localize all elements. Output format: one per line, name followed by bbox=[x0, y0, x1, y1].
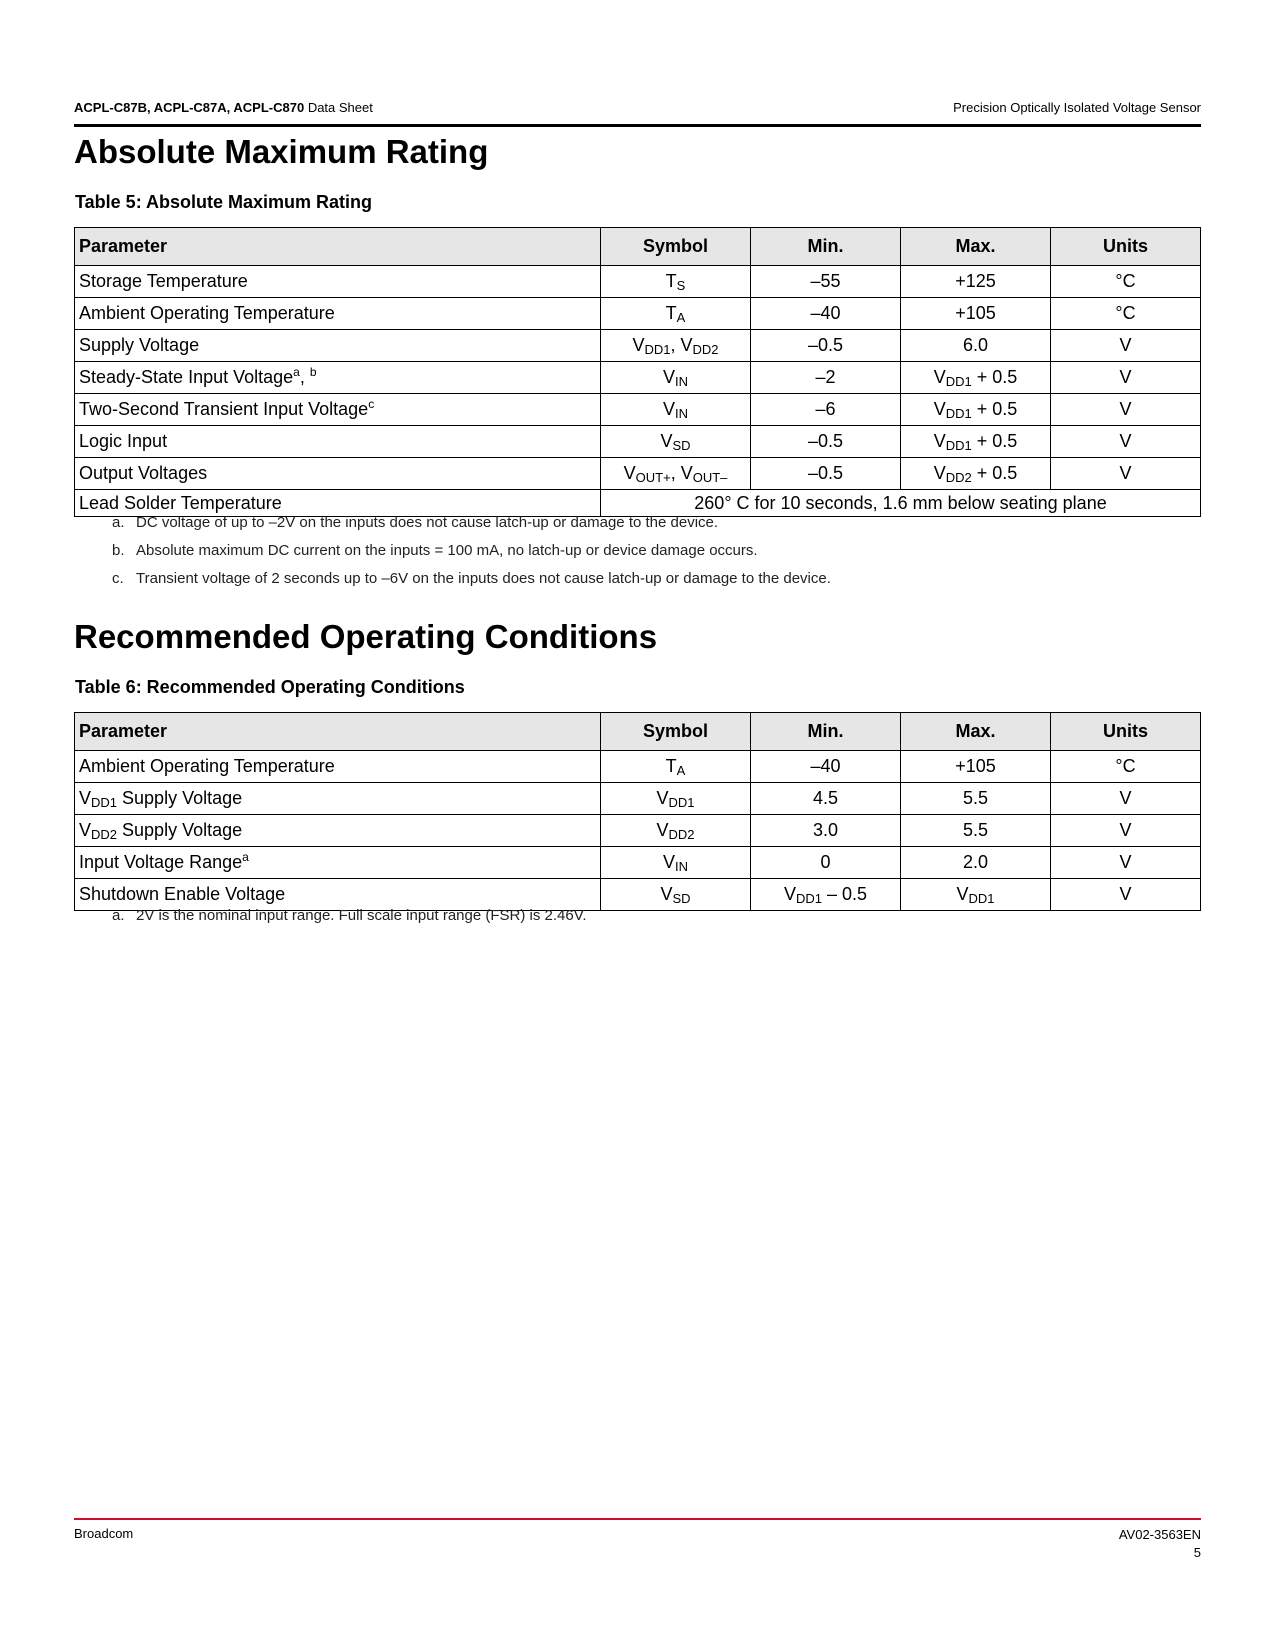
param-cell: Storage Temperature bbox=[75, 266, 601, 298]
col-header-min: Min. bbox=[751, 228, 901, 266]
table-row bbox=[75, 298, 1201, 330]
symbol-cell: $T_S$ bbox=[601, 266, 751, 298]
col-header-parameter: Parameter bbox=[75, 228, 601, 266]
symbol-cell: $V_{IN}$ bbox=[601, 362, 751, 394]
table-row bbox=[75, 490, 1201, 517]
section-title-recommended: Recommended Operating Conditions bbox=[74, 618, 658, 655]
param-cell: Two-Second Transient Input Voltage$^c$ bbox=[75, 394, 601, 426]
table-row bbox=[75, 362, 1201, 394]
max-cell: $V_{DD1} + 0.5$ bbox=[901, 426, 1051, 458]
units-cell: V bbox=[1051, 879, 1201, 911]
table-row bbox=[75, 815, 1201, 847]
header-product: Precision Optically Isolated Voltage Sensor bbox=[953, 100, 1201, 115]
header-part-numbers: ACPL-C87B, ACPL-C87A, ACPL-C870 bbox=[74, 100, 305, 115]
param-cell: $V_{DD1}$ Supply Voltage bbox=[75, 783, 601, 815]
units-cell: V bbox=[1051, 362, 1201, 394]
units-cell: V bbox=[1051, 330, 1201, 362]
col-header-max: Max. bbox=[901, 713, 1051, 751]
symbol-cell: $V_{IN}$ bbox=[601, 394, 751, 426]
col-header-parameter: Parameter bbox=[75, 713, 601, 751]
min-cell: 4.5 bbox=[751, 783, 901, 815]
param-cell: Logic Input bbox=[75, 426, 601, 458]
footnote: c. Transient voltage of 2 seconds up to –6V on the inputs does not cause latch-up or damage to the device. bbox=[112, 570, 831, 587]
min-cell: $V_{DD1} - 0.5$ bbox=[751, 879, 901, 911]
footnotes-table-5 bbox=[112, 514, 831, 598]
min-cell: –0.5 bbox=[751, 426, 901, 458]
min-cell: –40 bbox=[751, 751, 901, 783]
footnote-ref: a bbox=[242, 850, 249, 864]
table-row bbox=[75, 847, 1201, 879]
col-header-symbol: Symbol bbox=[601, 228, 751, 266]
table-caption-5: Table 5: Absolute Maximum Rating bbox=[75, 192, 373, 212]
footnote-ref: b bbox=[309, 365, 317, 379]
symbol-cell: $V_{DD1}$, $V_{DD2}$ bbox=[601, 330, 751, 362]
param-cell: Ambient Operating Temperature bbox=[75, 751, 601, 783]
table-caption-6: Table 6: Recommended Operating Conditions bbox=[75, 677, 465, 697]
footnote-ref: c bbox=[368, 397, 375, 411]
table-row bbox=[75, 751, 1201, 783]
units-cell: V bbox=[1051, 847, 1201, 879]
max-cell: $V_{DD1}$ bbox=[901, 879, 1051, 911]
max-cell: $V_{DD2} + 0.5$ bbox=[901, 458, 1051, 490]
param-cell: Steady-State Input Voltage$^a$, $^b$ bbox=[75, 362, 601, 394]
table-row bbox=[75, 266, 1201, 298]
header-left bbox=[74, 100, 373, 115]
footer-company: Broadcom bbox=[74, 1526, 134, 1541]
section-title-absolute-max: Absolute Maximum Rating bbox=[74, 133, 489, 170]
table-row bbox=[75, 879, 1201, 911]
footer-right bbox=[1119, 1526, 1201, 1562]
table-row bbox=[75, 426, 1201, 458]
param-cell: Supply Voltage bbox=[75, 330, 601, 362]
footnotes-table-6 bbox=[112, 907, 587, 935]
symbol-cell: $T_A$ bbox=[601, 298, 751, 330]
spanned-value-cell: 260° C for 10 seconds, 1.6 mm below seating plane bbox=[601, 490, 1201, 517]
table-header-row bbox=[75, 713, 1201, 751]
table-row bbox=[75, 394, 1201, 426]
col-header-units: Units bbox=[1051, 228, 1201, 266]
page bbox=[74, 0, 1201, 1650]
min-cell: –2 bbox=[751, 362, 901, 394]
absolute-max-table bbox=[74, 227, 1201, 517]
col-header-symbol: Symbol bbox=[601, 713, 751, 751]
param-cell: Ambient Operating Temperature bbox=[75, 298, 601, 330]
units-cell: °C bbox=[1051, 298, 1201, 330]
footer-page-number: 5 bbox=[1193, 1545, 1201, 1560]
min-cell: 3.0 bbox=[751, 815, 901, 847]
header-rule bbox=[74, 124, 1201, 127]
param-cell: Shutdown Enable Voltage bbox=[75, 879, 601, 911]
header-doc-type: Data Sheet bbox=[307, 100, 373, 115]
min-cell: –0.5 bbox=[751, 458, 901, 490]
max-cell: 5.5 bbox=[901, 783, 1051, 815]
max-cell: 5.5 bbox=[901, 815, 1051, 847]
col-header-units: Units bbox=[1051, 713, 1201, 751]
param-cell: Lead Solder Temperature bbox=[75, 490, 601, 517]
running-header bbox=[74, 100, 1201, 122]
table-row bbox=[75, 458, 1201, 490]
min-cell: 0 bbox=[751, 847, 901, 879]
symbol-cell: $V_{IN}$ bbox=[601, 847, 751, 879]
symbol-cell: $V_{SD}$ bbox=[601, 879, 751, 911]
max-cell: 6.0 bbox=[901, 330, 1051, 362]
recommended-conditions-table bbox=[74, 712, 1201, 911]
max-cell: +125 bbox=[901, 266, 1051, 298]
min-cell: –55 bbox=[751, 266, 901, 298]
units-cell: V bbox=[1051, 394, 1201, 426]
col-header-max: Max. bbox=[901, 228, 1051, 266]
max-cell: +105 bbox=[901, 298, 1051, 330]
table-row bbox=[75, 330, 1201, 362]
footnote-ref: a bbox=[293, 365, 300, 379]
units-cell: V bbox=[1051, 426, 1201, 458]
min-cell: –6 bbox=[751, 394, 901, 426]
units-cell: V bbox=[1051, 458, 1201, 490]
units-cell: °C bbox=[1051, 751, 1201, 783]
min-cell: –40 bbox=[751, 298, 901, 330]
col-header-min: Min. bbox=[751, 713, 901, 751]
symbol-cell: $V_{DD2}$ bbox=[601, 815, 751, 847]
footnote: a. DC voltage of up to –2V on the inputs does not cause latch-up or damage to the device. bbox=[112, 514, 719, 531]
table-row bbox=[75, 783, 1201, 815]
units-cell: °C bbox=[1051, 266, 1201, 298]
footnote: a. 2V is the nominal input range. Full scale input range (FSR) is 2.46V. bbox=[112, 907, 587, 924]
param-cell: Output Voltages bbox=[75, 458, 601, 490]
symbol-cell: $V_{DD1}$ bbox=[601, 783, 751, 815]
footer-rule bbox=[74, 1518, 1201, 1520]
footer-doc-number: AV02-3563EN bbox=[1118, 1527, 1201, 1542]
symbol-cell: $T_A$ bbox=[601, 751, 751, 783]
max-cell: $V_{DD1} + 0.5$ bbox=[901, 394, 1051, 426]
max-cell: $V_{DD1} + 0.5$ bbox=[901, 362, 1051, 394]
units-cell: V bbox=[1051, 783, 1201, 815]
max-cell: +105 bbox=[901, 751, 1051, 783]
table-header-row bbox=[75, 228, 1201, 266]
param-cell: $V_{DD2}$ Supply Voltage bbox=[75, 815, 601, 847]
symbol-cell: $V_{OUT+}$, $V_{OUT-}$ bbox=[601, 458, 751, 490]
units-cell: V bbox=[1051, 815, 1201, 847]
param-cell: Input Voltage Range$^a$ bbox=[75, 847, 601, 879]
footnote: b. Absolute maximum DC current on the inputs = 100 mA, no latch-up or device damage occurs. bbox=[112, 542, 758, 559]
min-cell: –0.5 bbox=[751, 330, 901, 362]
symbol-cell: $V_{SD}$ bbox=[601, 426, 751, 458]
max-cell: 2.0 bbox=[901, 847, 1051, 879]
